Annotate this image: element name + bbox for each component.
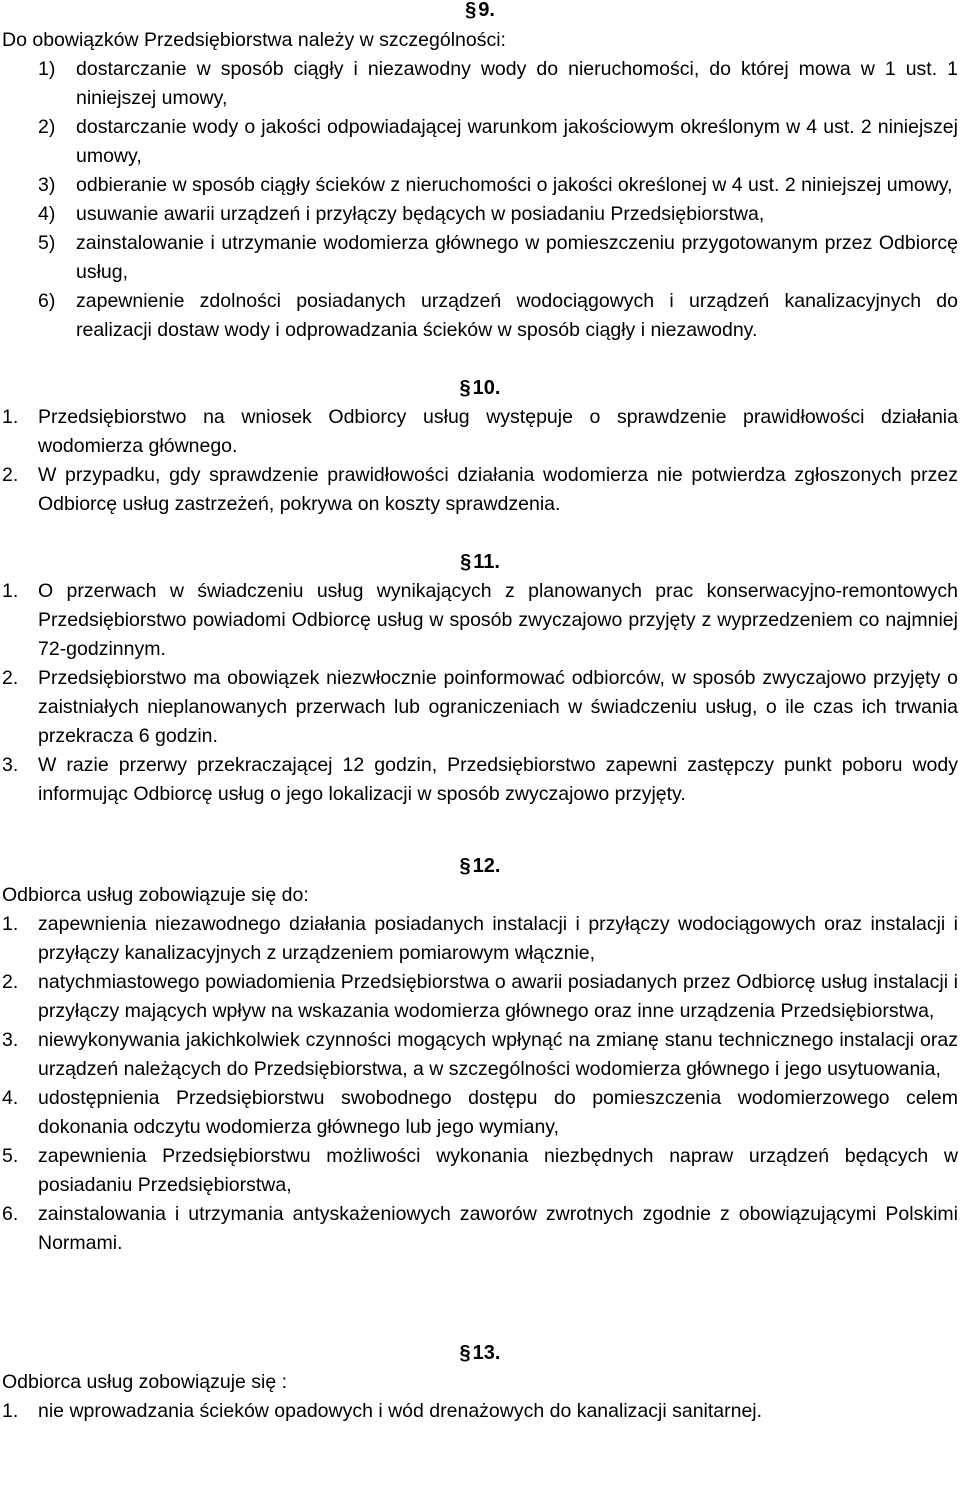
item-number: 2)	[38, 116, 56, 138]
item-text: W przypadku, gdy sprawdzenie prawidłowości działania wodomierza nie potwierdza zgłoszonych przez Odbiorcę usług zastrzeżeń, pokrywa on koszty sprawdzenia.	[38, 464, 958, 515]
item-text: udostępnienia Przedsiębiorstwu swobodnego dostępu do pomieszczenia wodomierzowego celem dokonania odczytu wodomierza głównego lub jego wymiany,	[38, 1087, 958, 1138]
item-number: 2.	[2, 464, 19, 486]
item-number: 5.	[2, 1145, 19, 1167]
list-item	[0, 664, 960, 751]
section-10	[0, 373, 960, 519]
item-text: natychmiastowego powiadomienia Przedsiębiorstwa o awarii posiadanych przez Odbiorcę usług instalacji i przyłączy mających wpływ na wskazania wodomierza głównego oraz inne urządzenia Przedsiębiorstwa,	[38, 971, 958, 1022]
list-item	[0, 968, 960, 1026]
list-item	[0, 1397, 960, 1426]
list-item	[0, 1200, 960, 1258]
list-item	[0, 200, 960, 229]
item-number: 4)	[38, 203, 56, 225]
item-number: 6.	[2, 1203, 19, 1225]
section-symbol: §	[459, 855, 471, 877]
list-item	[0, 229, 960, 287]
list-item	[0, 171, 960, 200]
item-text: Przedsiębiorstwo ma obowiązek niezwłocznie poinformować odbiorców, w sposób zwyczajowo przyjęty o zaistniałych nieplanowanych przerwach lub ograniczeniach w świadczeniu usług, o ile czas ich trwania przekracza 6 godzin.	[38, 667, 958, 747]
section-heading	[0, 373, 960, 403]
section-11	[0, 547, 960, 809]
section-symbol: §	[460, 551, 472, 573]
section-number: 13.	[472, 1342, 501, 1364]
item-number: 6)	[38, 290, 56, 312]
item-text: zainstalowania i utrzymania antyskażeniowych zaworów zwrotnych zgodnie z obowiązującymi Polskimi Normami.	[38, 1203, 958, 1254]
list-item	[0, 113, 960, 171]
section-heading	[0, 0, 960, 26]
item-text: Przedsiębiorstwo na wniosek Odbiorcy usług występuje o sprawdzenie prawidłowości działania wodomierza głównego.	[38, 406, 958, 457]
item-text: niewykonywania jakichkolwiek czynności mogących wpłynąć na zmianę stanu technicznego instalacji oraz urządzeń należących do Przedsiębiorstwa, a w szczególności wodomierza głównego i jego usytuowania,	[38, 1029, 958, 1080]
list-item	[0, 1026, 960, 1084]
section-gap	[0, 519, 960, 547]
item-number: 1.	[2, 1400, 19, 1422]
section-symbol: §	[459, 1342, 471, 1364]
section-number: 12.	[472, 855, 501, 877]
section-symbol: §	[459, 377, 471, 399]
section-heading	[0, 851, 960, 881]
item-text: zainstalowanie i utrzymanie wodomierza głównego w pomieszczeniu przygotowanym przez Odbiorcę usług,	[76, 232, 958, 283]
item-text: usuwanie awarii urządzeń i przyłączy będących w posiadaniu Przedsiębiorstwa,	[76, 203, 765, 225]
list-item	[0, 287, 960, 345]
section-number: 10.	[472, 377, 501, 399]
item-number: 3.	[2, 754, 19, 776]
item-number: 3.	[2, 1029, 19, 1051]
item-text: O przerwach w świadczeniu usług wynikających z planowanych prac konserwacyjno-remontowych Przedsiębiorstwo powiadomi Odbiorcę usług w sposób zwyczajowo przyjęty z wyprzedzeniem co najmniej 72-godzinnym.	[38, 580, 958, 660]
item-text: zapewnienia niezawodnego działania posiadanych instalacji i przyłączy wodociągowych oraz instalacji i przyłączy kanalizacyjnych z urządzeniem pomiarowym włącznie,	[38, 913, 958, 964]
section-number: 11.	[473, 551, 500, 573]
item-number: 4.	[2, 1087, 19, 1109]
item-number: 2.	[2, 667, 19, 689]
section-symbol: §	[465, 0, 477, 21]
item-text: zapewnienie zdolności posiadanych urządzeń wodociągowych i urządzeń kanalizacyjnych do realizacji dostaw wody i odprowadzania ścieków w sposób ciągły i niezawodny.	[76, 290, 958, 341]
section-heading	[0, 547, 960, 577]
item-text: dostarczanie wody o jakości odpowiadającej warunkom jakościowym określonym w 4 ust. 2 niniejszej umowy,	[76, 116, 958, 167]
section-12	[0, 851, 960, 1258]
item-number: 3)	[38, 174, 56, 196]
section-9	[0, 0, 960, 345]
list-item	[0, 1142, 960, 1200]
list-item	[0, 55, 960, 113]
section-heading	[0, 1338, 960, 1368]
item-number: 2.	[2, 971, 19, 993]
item-number: 1.	[2, 580, 19, 602]
list-item	[0, 577, 960, 664]
section-intro: Do obowiązków Przedsiębiorstwa należy w szczególności:	[2, 29, 506, 51]
list-item	[0, 910, 960, 968]
item-number: 1.	[2, 406, 19, 428]
item-text: W razie przerwy przekraczającej 12 godzin, Przedsiębiorstwo zapewni zastępczy punkt poboru wody informując Odbiorcę usług o jego lokalizacji w sposób zwyczajowo przyjęty.	[38, 754, 958, 805]
item-text: odbieranie w sposób ciągły ścieków z nieruchomości o jakości określonej w 4 ust. 2 niniejszej umowy,	[76, 174, 953, 196]
item-number: 5)	[38, 232, 56, 254]
section-gap	[0, 809, 960, 851]
list-item	[0, 751, 960, 809]
list-item	[0, 1084, 960, 1142]
section-gap	[0, 345, 960, 373]
list-item	[0, 461, 960, 519]
item-text: nie wprowadzania ścieków opadowych i wód drenażowych do kanalizacji sanitarnej.	[38, 1400, 763, 1422]
section-intro: Odbiorca usług zobowiązuje się do:	[2, 884, 309, 906]
item-text: zapewnienia Przedsiębiorstwu możliwości wykonania niezbędnych napraw urządzeń będących w posiadaniu Przedsiębiorstwa,	[38, 1145, 958, 1196]
section-number: 9.	[478, 0, 495, 21]
item-number: 1.	[2, 913, 19, 935]
item-number: 1)	[38, 58, 56, 80]
section-13	[0, 1338, 960, 1426]
item-text: dostarczanie w sposób ciągły i niezawodny wody do nieruchomości, do której mowa w 1 ust. 1 niniejszej umowy,	[76, 58, 958, 109]
section-gap	[0, 1258, 960, 1338]
list-item	[0, 403, 960, 461]
section-intro: Odbiorca usług zobowiązuje się :	[2, 1371, 288, 1393]
